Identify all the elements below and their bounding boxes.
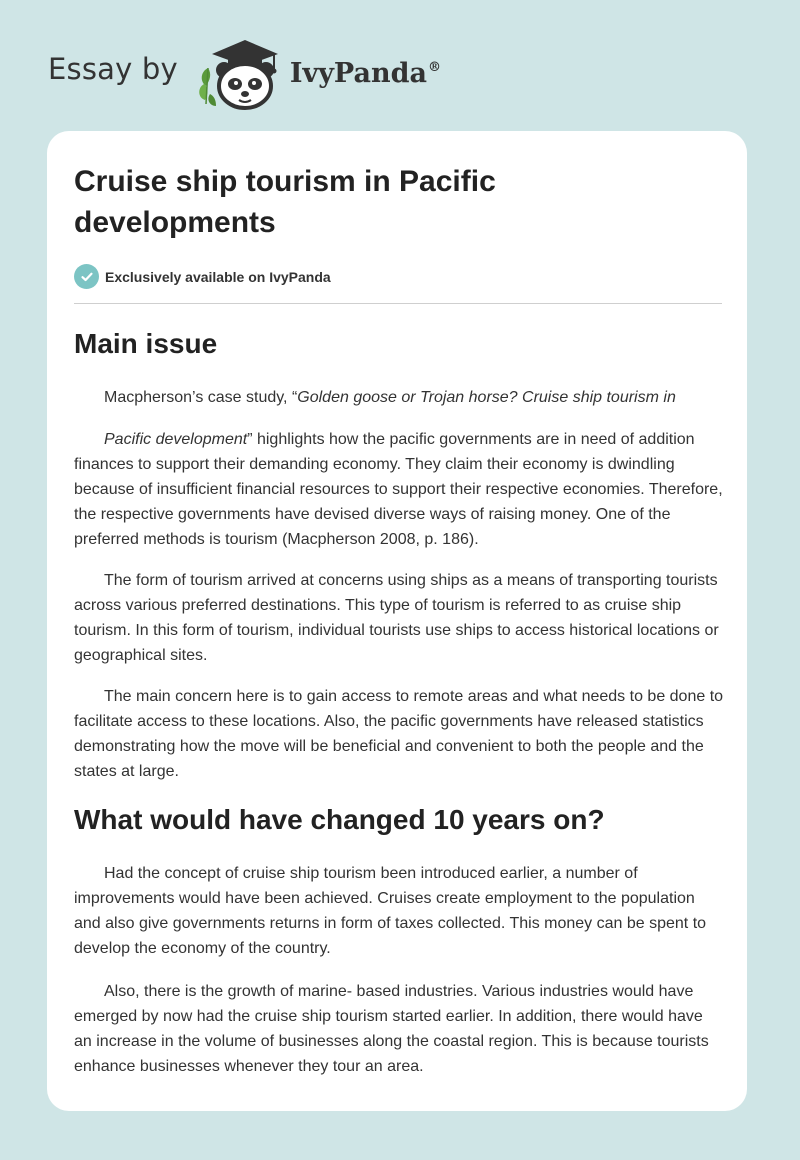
site-header	[48, 34, 441, 110]
paragraph: Also, there is the growth of marine- based industries. Various industries would have emerged by now had the cruise ship tourism started earlier. In addition, there would have an increase in the volume of businesses along the coastal region. This is because tourists enhance businesses whenever they tour an area.	[74, 983, 709, 1075]
essay-by-label: Essay by	[48, 52, 178, 86]
ivypanda-logo-icon[interactable]	[194, 34, 286, 110]
paragraph: The form of tourism arrived at concerns using ships as a means of transporting tourists across various preferred destinations. This type of tourism is referred to as cruise ship tourism. In this form of tourism, individual tourists use ships to access historical locations or geographical sites.	[74, 572, 719, 664]
check-icon	[74, 264, 99, 289]
section-heading-ten-years: What would have changed 10 years on?	[74, 804, 605, 835]
exclusive-badge	[74, 264, 331, 289]
paragraph: Had the concept of cruise ship tourism been introduced earlier, a number of improvements would have been achieved. Cruises create employment to the population and also give governments returns in form of taxes collected. This money can be spent to develop the economy of the country.	[74, 865, 707, 957]
paragraph: The main concern here is to gain access to remote areas and what needs to be done to facilitate access to these locations. Also, the pacific governments have released statistics demonstrating how the move will be beneficial and convenient to both the people and the states at large.	[74, 688, 724, 780]
paragraph: Pacific development” highlights how the pacific governments are in need of addition finances to support their demanding economy. They claim their economy is dwindling because of insufficient financial resources to support their respective economies. Therefore, the respective governments have devised diverse ways of raising money. One of the preferred methods is tourism (Macpherson 2008, p. 186).	[74, 431, 723, 548]
page-title: Cruise ship tourism in Pacific developments	[74, 165, 496, 239]
brand-name: IvyPanda®	[289, 57, 441, 89]
badge-label: Exclusively available on IvyPanda	[105, 268, 331, 285]
registered-mark: ®	[427, 59, 441, 75]
title-divider	[74, 303, 722, 304]
paragraph: Macpherson’s case study, “Golden goose or Trojan horse? Cruise ship tourism in	[104, 389, 676, 406]
section-heading-main-issue: Main issue	[74, 328, 218, 359]
essay-card	[47, 131, 747, 1111]
